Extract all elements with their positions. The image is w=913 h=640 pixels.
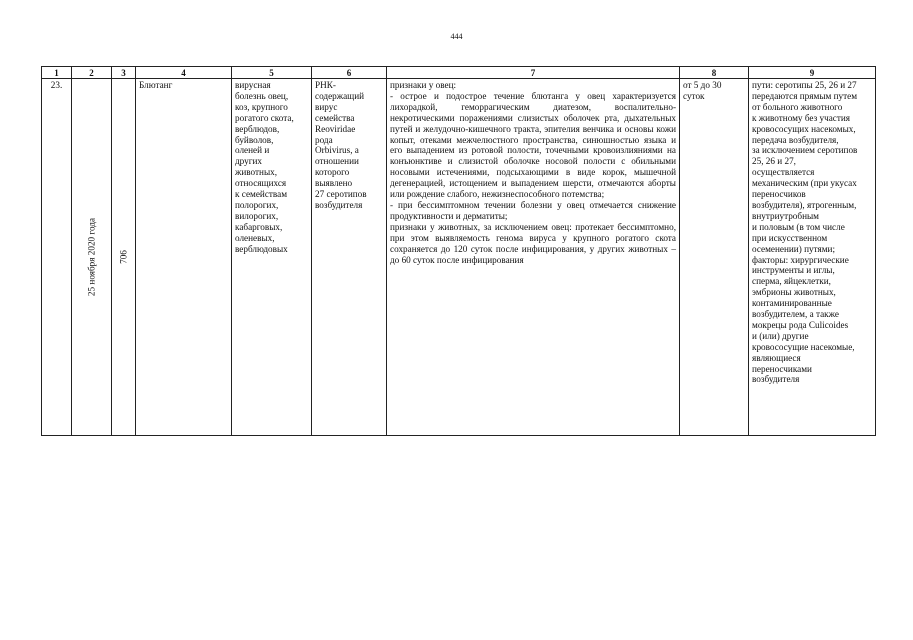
clinical-signs: признаки у овец: - острое и подострое течение блютанга у овец характеризуется лихорадкой, геморрагическим диатезом, воспалительно-некротическими поражениями слизистых оболочек рта, дыхательных путей и желудочно-кишечного тракта, эпителия венчика и основы кожи копыт, отеками межчелюстного пространства, синюшностью языка и его выпадением из ротовой полости, точечными кровоизлияниями на конъюнктиве и слизистой оболочке носовой полости с обильными носовыми истечениями, подсыхающими в виде корок, мышечной дегенерацией, истощением и выпадением шерсти, отмечаются аборты или рождение слабого, нежизнеспособного потемства; - при бессимптомном течении болезни у овец отмечается снижение продуктивности и дерматиты; признаки у животных, за исключением овец: протекает бессимптомно, при этом выявляемость генома вируса у крупного рогатого скота сохраняется до 120 суток после инфицирования, у других животных – до 60 суток после инфицирования [390, 80, 676, 265]
table-row [42, 79, 876, 436]
disease-description: вирусная болезнь овец, коз, крупного рогатого скота, верблюдов, буйволов, оленей и других животных, относящихся к семействам полорогих, вилорогих, кабарговых, оленевых, верблюдовых [232, 79, 312, 436]
page-number: 444 [450, 32, 463, 41]
column-header: 1 [42, 67, 72, 79]
disease-name: Блютанг [136, 79, 232, 436]
column-header: 5 [232, 67, 312, 79]
entry-date: 25 ноября 2020 года [86, 217, 97, 297]
column-header: 7 [387, 67, 680, 79]
column-header: 2 [72, 67, 112, 79]
column-header: 9 [749, 67, 876, 79]
pathogen-description: РНК- содержащий вирус семейства Reoviridae рода Orbivirus, а отношении которого выявлено 27 серотипов возбудителя [312, 79, 387, 436]
entry-date-cell [72, 79, 112, 436]
row-number: 23. [42, 79, 72, 436]
disease-code-cell [112, 79, 136, 436]
column-header-row [42, 67, 876, 79]
incubation-period: от 5 до 30 суток [680, 79, 749, 436]
column-header: 8 [680, 67, 749, 79]
column-header: 6 [312, 67, 387, 79]
disease-code: 706 [118, 250, 129, 264]
transmission-routes: пути: серотипы 25, 26 и 27 передаются прямым путем от больного животного к животному без участия кровососущих насекомых, передача возбудителя, за исключением серотипов 25, 26 и 27, осуществляется механическим (при укусах переносчиков возбудителя), ятрогенным, внутриутробным и половым (в том числе при искусственном осеменении) путями; факторы: хирургические инструменты и иглы, сперма, яйцеклетки, эмбрионы животных, контаминированные возбудителем, а также мокрецы рода Culicoides и (или) другие кровососущие насекомые, являющиеся переносчиками возбудителя [749, 79, 876, 436]
clinical-signs-cell [387, 79, 680, 436]
column-header: 3 [112, 67, 136, 79]
column-header: 4 [136, 67, 232, 79]
registry-table [41, 66, 876, 436]
